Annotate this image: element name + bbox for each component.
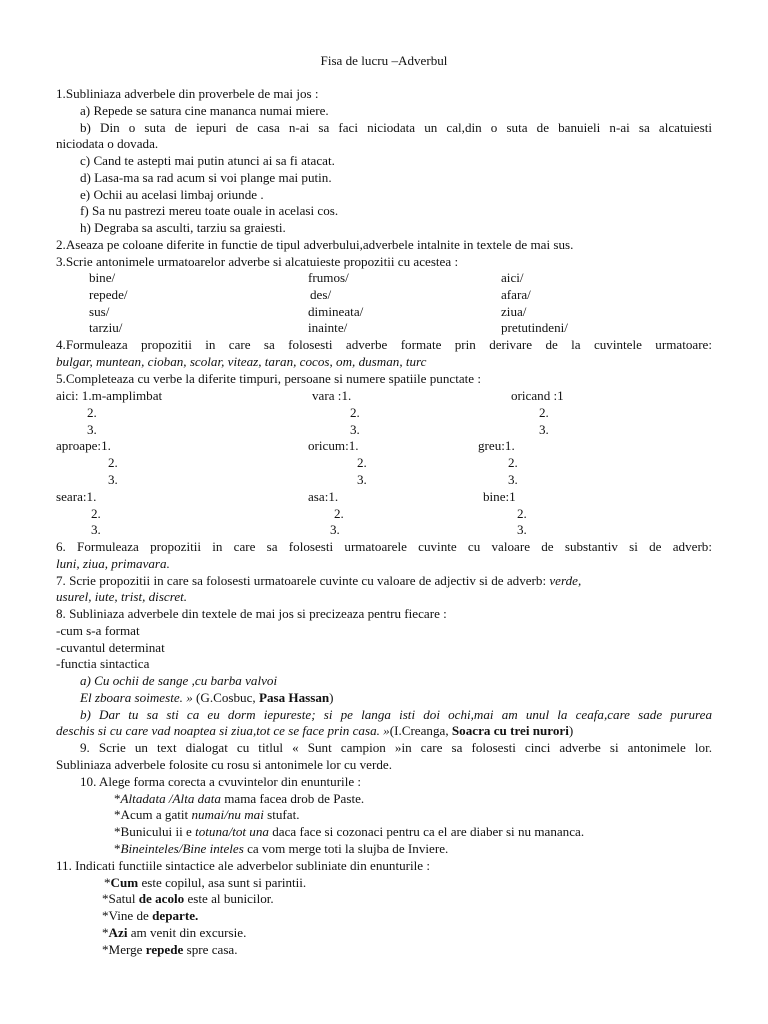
ex10-sentence: [114, 841, 448, 858]
ex2-text: 2.Aseaza pe coloane diferite in functie de tipul adverbului,adverbele intalnite in textele de mai sus.: [56, 237, 574, 252]
choice-options: totuna/tot una: [195, 824, 269, 839]
ex5-num: 3.: [108, 472, 118, 487]
ex10-sentence: [114, 791, 364, 808]
ex7-words: verde,: [549, 573, 582, 588]
ex5-num: 2.: [108, 455, 118, 470]
ex8-quote-a-cont: [80, 690, 334, 707]
ex7-words-cont: usurel, iute, trist, discret.: [56, 589, 188, 604]
ex5-cell: asa:1.: [308, 489, 339, 504]
choice-options: Bineinteles/Bine inteles: [120, 841, 244, 856]
sentence-start: *Satul: [102, 891, 139, 906]
ex5-num: 2.: [357, 455, 367, 470]
ex8-quote-a: a) Cu ochii de sange ,cu barba valvoi: [80, 673, 278, 688]
ex8-quote-b: b) Dar tu sa sti ca eu dorm iepureste; si pe langa isti doi ochi,mai am unul la ceafa,care sade pururea: [80, 707, 712, 722]
highlighted-adverb: Cum: [110, 875, 139, 890]
ex11-heading: 11. Indicati functiile sintactice ale adverbelor subliniate din enunturile :: [56, 858, 431, 873]
ex1-item-e: e) Ochii au acelasi limbaj oriunde .: [80, 187, 264, 202]
ex3-word: ziua/: [501, 304, 527, 319]
ex11-sentence: [102, 925, 246, 942]
ex6-words: luni, ziua, primavara.: [56, 556, 170, 571]
bullet: *: [114, 791, 121, 806]
quote-text: deschis si cu care vad noaptea si ziua,tot ce se face prin casa. »: [56, 723, 390, 738]
bullet: *: [114, 841, 121, 856]
quote-work-title: Pasa Hassan: [258, 690, 330, 705]
quote-source: (I.Creanga,: [389, 723, 452, 738]
quote-text: El zboara soimeste. »: [80, 690, 193, 705]
ex5-num: 2.: [91, 506, 101, 521]
ex5-cell: oricum:1.: [308, 438, 359, 453]
ex5-num: 3.: [539, 422, 549, 437]
highlighted-adverb: repede: [145, 942, 184, 957]
ex5-num: 2.: [334, 506, 344, 521]
ex3-word: inainte/: [308, 320, 348, 335]
ex5-num: 3.: [357, 472, 367, 487]
ex7-instruction: 7. Scrie propozitii in care sa folosesti urmatoarele cuvinte cu valoare de adjectiv si de adverb:: [56, 573, 550, 588]
ex3-word: afara/: [501, 287, 531, 302]
ex8-quote-b-cont: [56, 723, 573, 740]
ex1-item-b: b) Din o suta de iepuri de casa n-ai sa faci niciodata un cal,din o suta de banuieli n-ai sa alcatuiesti: [80, 120, 712, 135]
ex4-words: bulgar, muntean, cioban, scolar, viteaz, taran, cocos, om, dusman, turc: [56, 354, 427, 369]
ex3-word: pretutindeni/: [501, 320, 568, 335]
ex5-num: 2.: [87, 405, 97, 420]
sentence-rest: am venit din excursie.: [127, 925, 247, 940]
sentence-rest: este al bunicilor.: [184, 891, 274, 906]
ex5-num: 3.: [330, 522, 340, 537]
highlighted-adverb: departe.: [152, 908, 199, 923]
ex11-sentence: [102, 908, 198, 925]
ex8-criterion: -cuvantul determinat: [56, 640, 165, 655]
ex9-text: 9. Scrie un text dialogat cu titlul « Sunt campion »in care sa folosesti cinci adverbe si antonimele lor.: [80, 740, 712, 755]
choice-options: Altadata /Alta data: [120, 791, 221, 806]
highlighted-adverb: Azi: [108, 925, 128, 940]
quote-work-title: Soacra cu trei nurori: [451, 723, 569, 738]
ex5-num: 3.: [350, 422, 360, 437]
sentence-rest: stufat.: [263, 807, 300, 822]
ex5-cell: aproape:1.: [56, 438, 111, 453]
sentence-start: *Bunicului ii e: [114, 824, 196, 839]
ex7-text: [56, 573, 712, 590]
ex5-num: 2.: [539, 405, 549, 420]
ex5-cell: greu:1.: [478, 438, 515, 453]
ex3-word: tarziu/: [89, 320, 123, 335]
sentence-rest: spre casa.: [183, 942, 238, 957]
highlighted-adverb: de acolo: [138, 891, 185, 906]
sentence-rest: daca face si cozonaci pentru ca el are diaber si nu mananca.: [268, 824, 585, 839]
ex3-word: dimineata/: [308, 304, 364, 319]
ex5-cell: seara:1.: [56, 489, 97, 504]
quote-source-end: ): [329, 690, 334, 705]
ex5-num: 3.: [508, 472, 518, 487]
ex8-heading: 8. Subliniaza adverbele din textele de mai jos si precizeaza pentru fiecare :: [56, 606, 447, 621]
ex5-num: 3.: [87, 422, 97, 437]
sentence-rest: mama facea drob de Paste.: [220, 791, 365, 806]
sentence-start: *Merge: [102, 942, 146, 957]
quote-source-end: ): [568, 723, 574, 738]
ex5-num: 3.: [517, 522, 527, 537]
ex1-item-h: h) Degraba sa asculti, tarziu sa graiesti.: [80, 220, 286, 235]
ex5-cell: aici: 1.m-amplimbat: [56, 388, 163, 403]
ex4-text: 4.Formuleaza propozitii in care sa folosesti adverbe formate prin derivare de la cuvintele urmatoare:: [56, 337, 712, 352]
ex11-sentence: [104, 875, 306, 892]
ex1-item-f: f) Sa nu pastrezi mereu toate ouale in acelasi cos.: [80, 203, 339, 218]
ex5-num: 2.: [517, 506, 527, 521]
ex3-word: repede/: [89, 287, 128, 302]
quote-source: (G.Cosbuc,: [192, 690, 259, 705]
ex5-heading: 5.Completeaza cu verbe la diferite timpuri, persoane si numere spatiile punctate :: [56, 371, 482, 386]
ex3-heading: 3.Scrie antonimele urmatoarelor adverbe si alcatuieste propozitii cu acestea :: [56, 254, 459, 269]
ex5-cell: vara :1.: [312, 388, 352, 403]
ex5-num: 3.: [91, 522, 101, 537]
sentence-start: *Acum a gatit: [114, 807, 192, 822]
ex8-criterion: -cum s-a format: [56, 623, 140, 638]
ex1-item-c: c) Cand te astepti mai putin atunci ai sa fi atacat.: [80, 153, 335, 168]
ex10-heading: 10. Alege forma corecta a cvuvintelor din enunturile :: [80, 774, 362, 789]
ex3-word: des/: [310, 287, 332, 302]
ex1-heading: 1.Subliniaza adverbele din proverbele de mai jos :: [56, 86, 319, 101]
sentence-rest: ca vom merge toti la slujba de Inviere.: [243, 841, 449, 856]
bullet: *: [104, 875, 111, 890]
ex1-item-d: d) Lasa-ma sa rad acum si voi plange mai putin.: [80, 170, 332, 185]
ex6-text: 6. Formuleaza propozitii in care sa folosesti urmatoarele cuvinte cu valoare de substantiv si de adverb:: [56, 539, 712, 554]
choice-options: numai/nu mai: [191, 807, 264, 822]
ex1-item-b-cont: niciodata o dovada.: [56, 136, 159, 151]
sentence-start: *Vine de: [102, 908, 153, 923]
ex5-cell: oricand :1: [511, 388, 564, 403]
ex10-sentence: [114, 807, 299, 824]
ex3-word: frumos/: [308, 270, 349, 285]
ex5-num: 2.: [350, 405, 360, 420]
ex3-word: sus/: [89, 304, 110, 319]
ex3-word: aici/: [501, 270, 524, 285]
ex11-sentence: [102, 942, 238, 959]
ex11-sentence: [102, 891, 274, 908]
ex1-item-a: a) Repede se satura cine mananca numai miere.: [80, 103, 329, 118]
ex5-cell: bine:1: [483, 489, 516, 504]
ex5-num: 2.: [508, 455, 518, 470]
ex9-text-cont: Subliniaza adverbele folosite cu rosu si antonimele lor cu verde.: [56, 757, 392, 772]
ex10-sentence: [114, 824, 584, 841]
ex8-criterion: -functia sintactica: [56, 656, 150, 671]
sentence-rest: este copilul, asa sunt si parintii.: [138, 875, 307, 890]
bullet: *: [102, 925, 109, 940]
page-title: Fisa de lucru –Adverbul: [320, 53, 448, 68]
ex3-word: bine/: [89, 270, 116, 285]
